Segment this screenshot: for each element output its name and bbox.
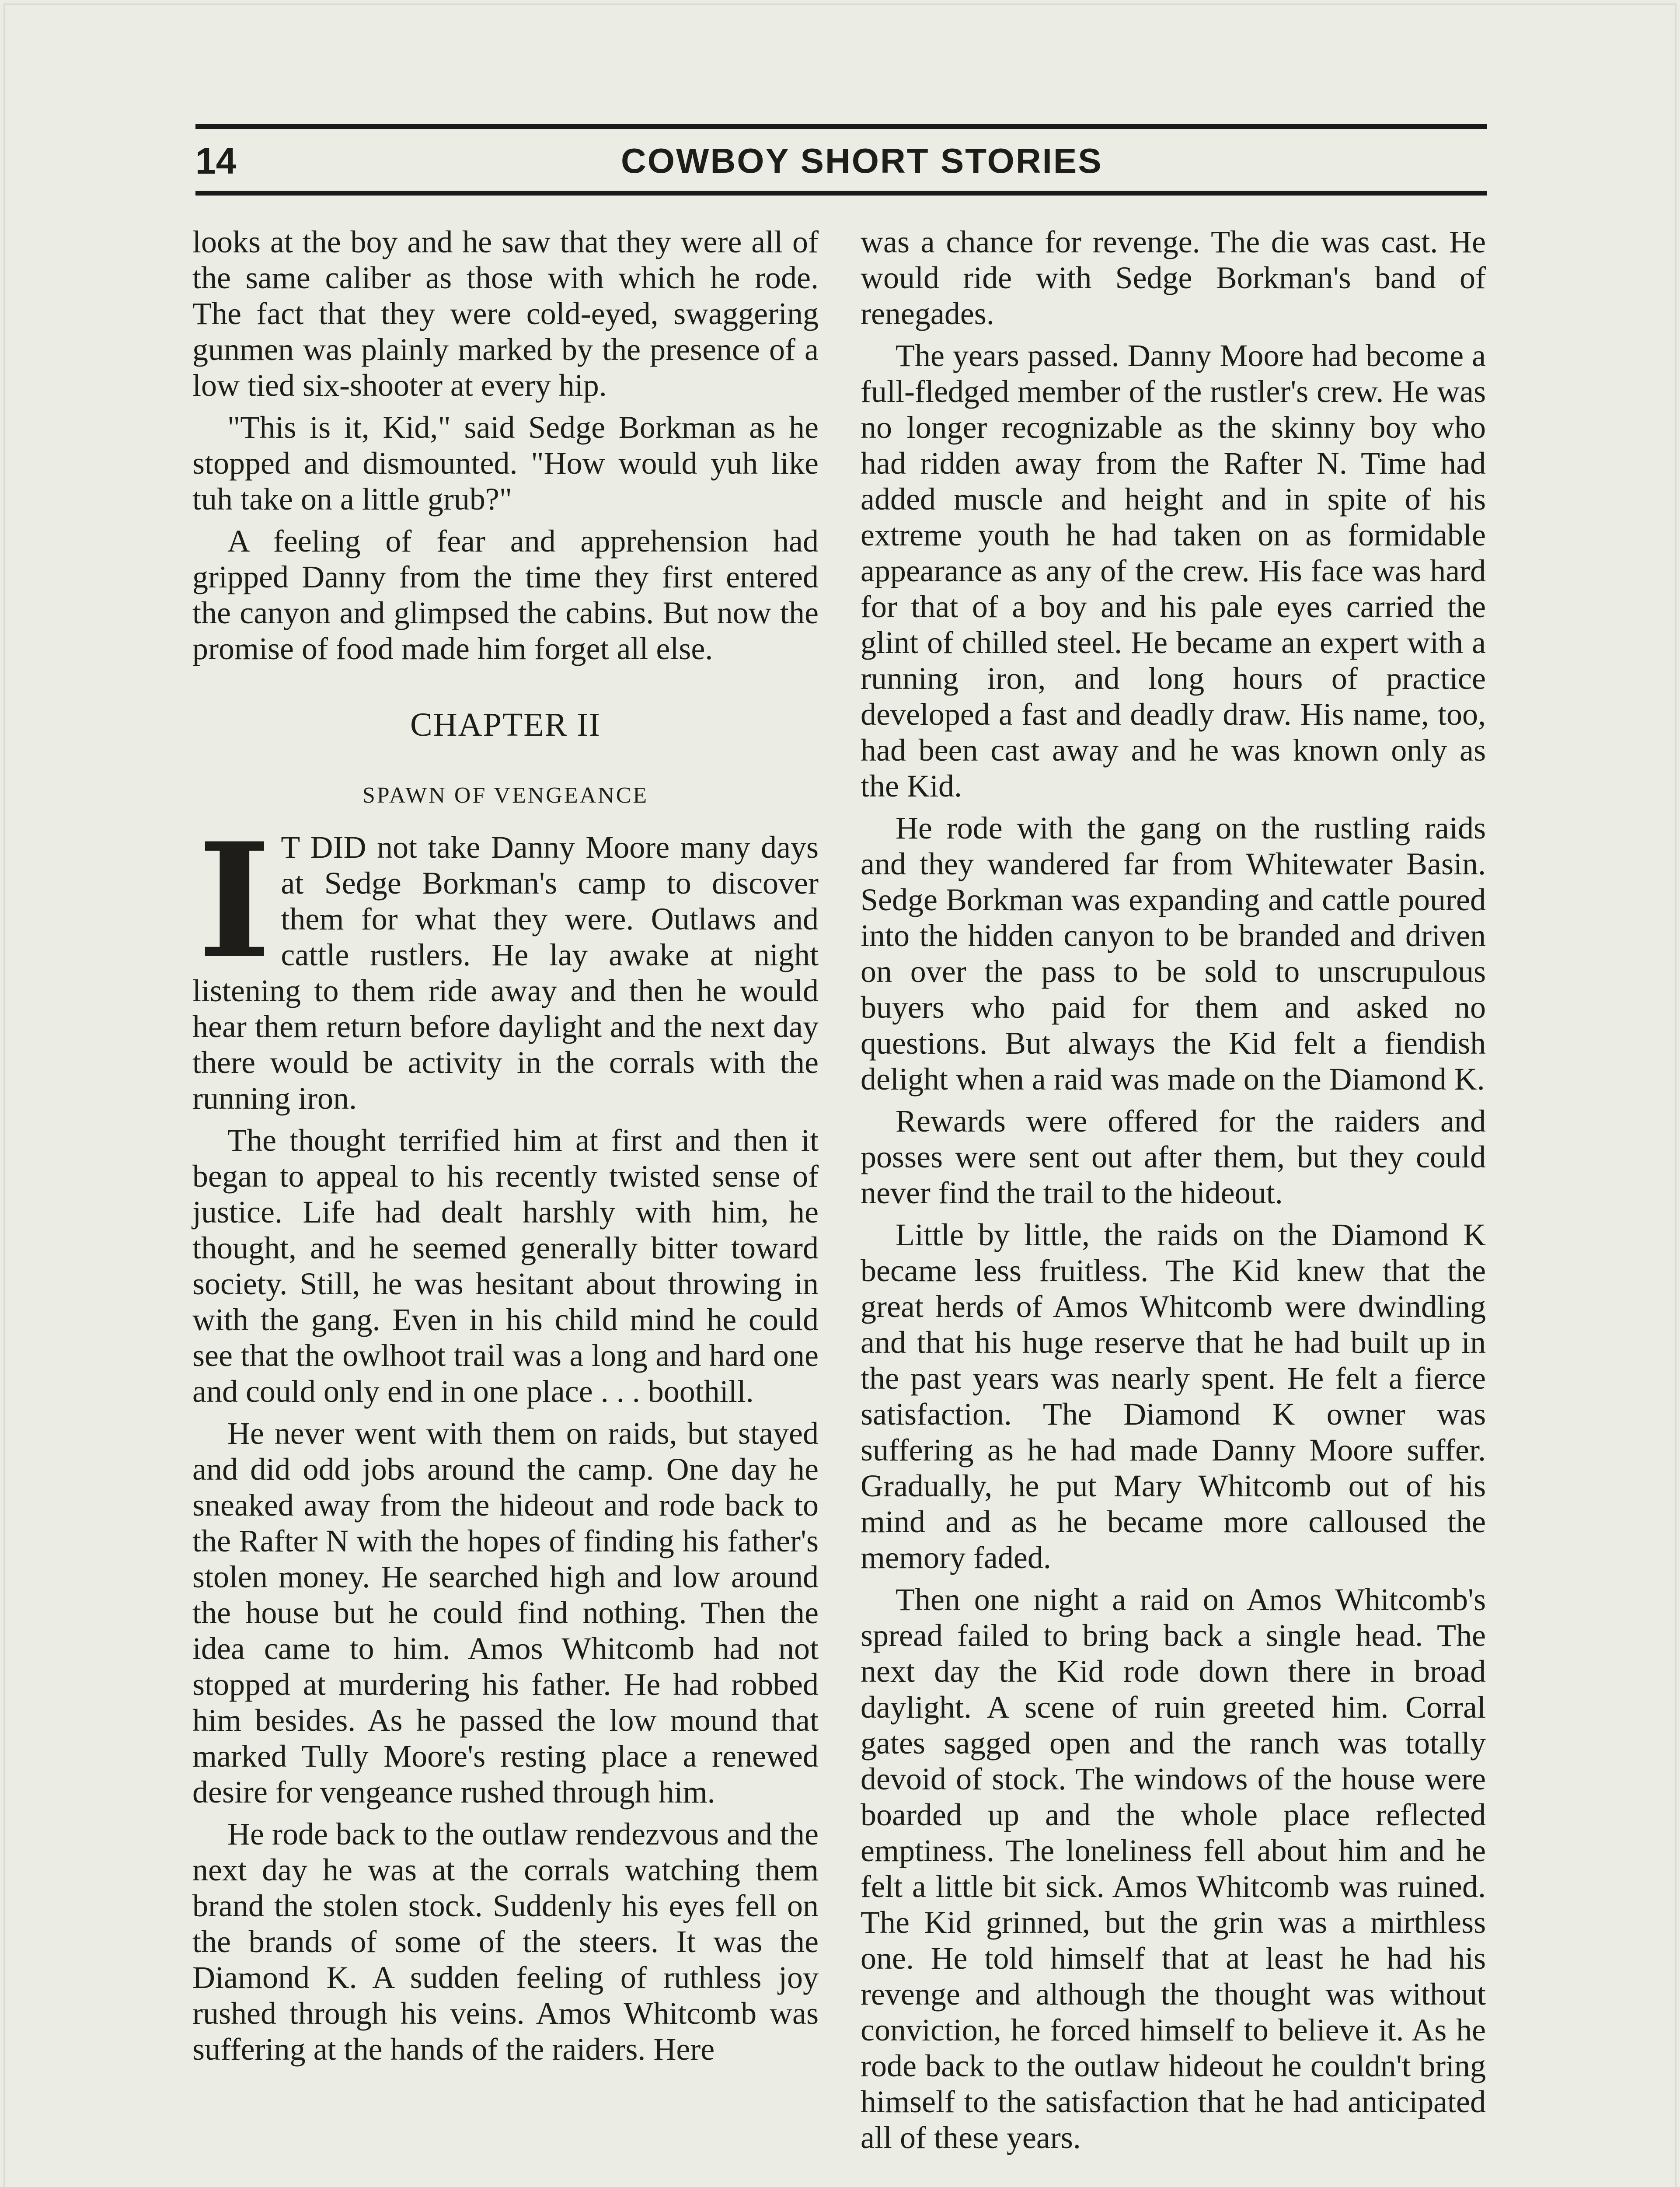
- paragraph: "This is it, Kid," said Sedge Borkman as he stopped and dismounted. "How would yuh like tuh take on a little grub?": [192, 410, 819, 517]
- paragraph: He never went with them on raids, but stayed and did odd jobs around the camp. One day he sneaked away from the hideout and rode back to the Rafter N with the hopes of finding his father's stolen money. He searched high and low around the house but he could find nothing. Then the idea came to him. Amos Whitcomb had not stopped at murdering his father. He had robbed him besides. As he passed the low mound that marked Tully Moore's resting place a renewed desire for vengeance rushed through him.: [192, 1416, 819, 1810]
- header-bottom-rule: [195, 191, 1487, 196]
- magazine-title: COWBOY SHORT STORIES: [621, 141, 1103, 180]
- chapter-title: CHAPTER II: [410, 706, 601, 743]
- paragraph: was a chance for revenge. The die was cast. He would ride with Sedge Borkman's band of renegades.: [861, 224, 1486, 331]
- chapter-opening-paragraph: [192, 808, 819, 1116]
- chapter-subtitle: SPAWN OF VENGEANCE: [362, 783, 649, 808]
- paragraph: The thought terrified him at first and then it began to appeal to his recently twisted sense of justice. Life had dealt harshly with him, he thought, and he seemed generally bitter toward society. Still, he was hesitant about throwing in with the gang. Even in his child mind he could see that the owlhoot trail was a long and hard one and could only end in one place . . . boothill.: [192, 1123, 819, 1409]
- paragraph: He rode back to the outlaw rendezvous and the next day he was at the corrals watching them brand the stolen stock. Suddenly his eyes fell on the brands of some of the steers. It was the Diamond K. A sudden feeling of ruthless joy rushed through his veins. Amos Whitcomb was suffering at the hands of the raiders. Here: [192, 1817, 819, 2067]
- paragraph: A feeling of fear and apprehension had gripped Danny from the time they first entered the canyon and glimpsed the cabins. But now the promise of food made him forget all else.: [192, 524, 819, 666]
- paragraph-text: T DID not take Danny Moore many days at Sedge Borkman's camp to discover them for what they were. Outlaws and cattle rustlers. He lay awake at night listening to them ride away and then he would hear them return before daylight and the next day there would be activity in the corrals with the running iron.: [192, 830, 819, 1116]
- paragraph: looks at the boy and he saw that they were all of the same caliber as those with which he rode. The fact that they were cold-eyed, swaggering gunmen was plainly marked by the presence of a low tied six-shooter at every hip.: [192, 224, 819, 403]
- header-top-rule: [195, 124, 1487, 129]
- paragraph: Rewards were offered for the raiders and posses were sent out after them, but they could never find the trail to the hideout.: [861, 1104, 1486, 1210]
- paragraph: Little by little, the raids on the Diamond K became less fruitless. The Kid knew that the great herds of Amos Whitcomb were dwindling and that his huge reserve that he had built up in the past years was nearly spent. He felt a fierce satisfaction. The Diamond K owner was suffering as he had made Danny Moore suffer. Gradually, he put Mary Whitcomb out of his mind and as he became more calloused the memory faded.: [861, 1217, 1486, 1575]
- right-column: [861, 224, 1486, 2162]
- paragraph: He rode with the gang on the rustling raids and they wandered far from Whitewater Basin. Sedge Borkman was expanding and cattle poured into the hidden canyon to be branded and driven on over the pass to be sold to unscrupulous buyers who paid for them and asked no questions. But always the Kid felt a fiendish delight when a raid was made on the Diamond K.: [861, 811, 1486, 1097]
- drop-cap: I: [198, 808, 272, 993]
- paragraph: The years passed. Danny Moore had become a full-fledged member of the rustler's crew. He was no longer recognizable as the skinny boy who had ridden away from the Rafter N. Time had added muscle and height and in spite of his extreme youth he had taken on as formidable appearance as any of the crew. His face was hard for that of a boy and his pale eyes carried the glint of chilled steel. He became an expert with a running iron, and long hours of practice developed a fast and deadly draw. His name, too, had been cast away and he was known only as the Kid.: [861, 338, 1486, 804]
- paragraph: Then one night a raid on Amos Whitcomb's spread failed to bring back a single head. The next day the Kid rode down there in broad daylight. A scene of ruin greeted him. Corral gates sagged open and the ranch was totally devoid of stock. The windows of the house were boarded up and the whole place reflected emptiness. The loneliness fell about him and he felt a little bit sick. Amos Whitcomb was ruined. The Kid grinned, but the grin was a mirthless one. He told himself that at least he had his revenge and although the thought was without conviction, he forced himself to believe it. As he rode back to the outlaw hideout he couldn't bring himself to the satisfaction that he had anticipated all of these years.: [861, 1582, 1486, 2155]
- left-column: [192, 224, 819, 2073]
- page-number: 14: [195, 140, 237, 182]
